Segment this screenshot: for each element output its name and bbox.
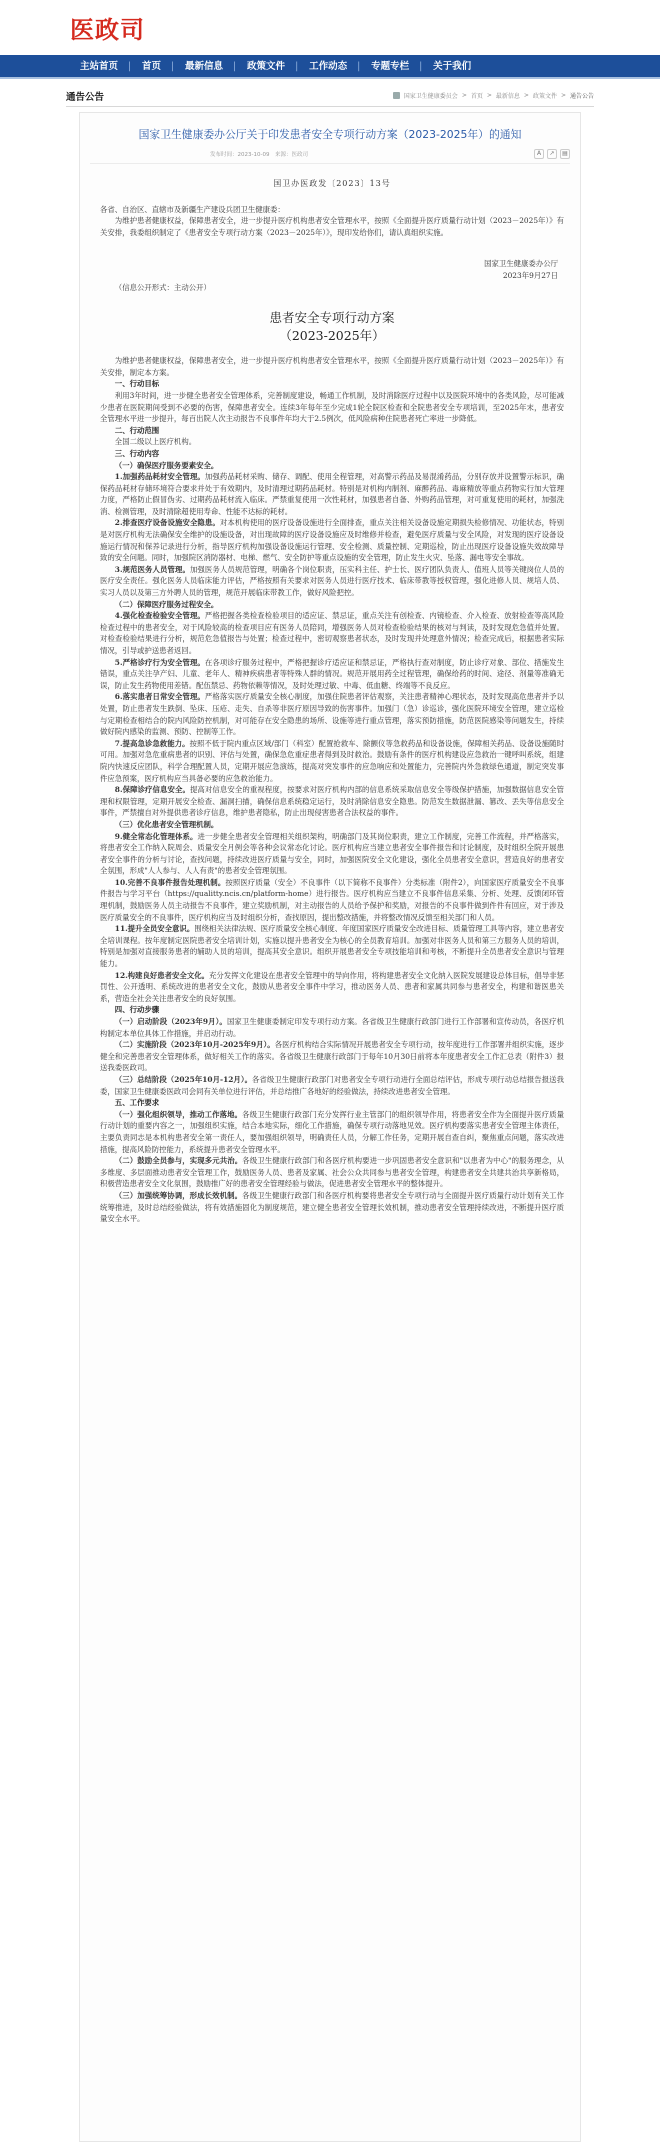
paragraph: 4.强化检查检验安全管理。严格把握各类检查检验项目的适应证、禁忌证，重点关注有创检查、内镜检查、介入检查、放射检查等高风险检查过程中的患者安全，对于风险较高的检查项目应有医务人员陪同，增强医务人员对检查检验结果的核对与判读，及时发现危急值并处置。对检查检验结果进行分析，规范危急值报告与处置；检查过程中，密切观察患者状态，及时发现并处理意外情况；检查完成后，根据患者实际情况，引导或护送患者返回。 (100, 611, 564, 655)
article-card (79, 112, 581, 2142)
article-body (80, 178, 580, 1225)
nav-item-latest[interactable]: | 最新信息 (173, 55, 235, 77)
nav-item-home[interactable]: | 首页 (130, 55, 173, 77)
paragraph: 利用3年时间，进一步健全患者安全管理体系，完善制度建设，畅通工作机制，及时消除医疗过程中以及医院环境中的各类风险，尽可能减少患者在医院期间受到不必要的伤害，保障患者安全。连续3年每年至少完成1轮全院区检查和全院患者安全专项培训，至2025年末，患者安全管理水平进一步提升，每百出院人次主动报告不良事件年均大于2.5例次，低风险病种住院患者死亡率进一步降低。 (100, 390, 564, 424)
home-icon (393, 92, 400, 99)
paragraph: 5.严格诊疗行为安全管理。在各项诊疗服务过程中，严格把握诊疗适应证和禁忌证，严格执行查对制度，防止诊疗对象、部位、措施发生错误，重点关注孕产妇、儿童、老年人、精神疾病患者等特殊人群的情况。规范开展用药全过程管理，确保给药的时间、途径、剂量等准确无误，防止发生药物使用差错。配伍禁忌、药物依赖等情况，及时处理过敏、中毒、低血糖、终端等不良反应。 (100, 657, 564, 690)
font-size-icon[interactable]: A (534, 149, 544, 159)
paragraph: 全国二级以上医疗机构。 (114, 437, 197, 447)
paragraph: 7.提高急诊急救能力。按照不低于院内重点区域/部门（科室）配置抢救车、除颤仪等急救药品和设备设施，保障相关药品、设备设施随时可用。加强对急危重病患者的识别、评估与处置，确保急危重症患者得到及时救治。鼓励有条件的医疗机构建设应急救治一键呼叫系统，组建院内快速反应团队，科学合理配置人员，定期开展应急演练，提高对突发事件的应急响应和处置能力，完善院内外急救绿色通道，制定突发事件应急预案，医疗机构应当具备必要的应急救治能力。 (100, 738, 565, 783)
section-heading: 一、行动目标 (114, 379, 160, 389)
paragraph: （三）加强统筹协调，形成长效机制。各级卫生健康行政部门和各医疗机构要将患者安全专项行动与全面提升医疗质量行动计划有关工作统筹推进，及时总结经验做法，将有效措施固化为制度规范，建立健全患者安全管理长效机制，推动患者安全管理持续改进，不断提升医疗质量安全水平。 (100, 1190, 564, 1224)
share-icon[interactable]: ↗ (547, 149, 557, 159)
paragraph: 3.规范医务人员管理。加强医务人员规范管理，明确各个岗位职责，压实科主任、护士长、医疗团队负责人、值班人员等关键岗位人员的医疗安全责任。强化医务人员临床能力评估，严格按照有关要求对医务人员进行医疗技术、临床带教等授权管理，强化进修人员、规培人员、实习人员以及第三方外聘人员的管理，规范开展临床带教工作，做好风险把控。 (100, 564, 564, 598)
breadcrumb-item[interactable]: 首页 (470, 93, 483, 100)
signature: 国家卫生健康委办公厅 (484, 259, 558, 269)
paragraph: 8.保障诊疗信息安全。提高对信息安全的重视程度，按要求对医疗机构内部的信息系统采取信息安全等级保护措施，加强数据信息安全管理和权限管理，定期开展安全检查、漏洞扫描，确保信息系统稳定运行，及时消除信息安全隐患。防范发生数据泄漏、篡改、丢失等信息安全事件，严禁擅自对外提供患者诊疗信息，维护患者隐私，防止出现侵害患者合法权益的事件。 (100, 785, 564, 818)
paragraph: 12.构建良好患者安全文化。充分发挥文化建设在患者安全管理中的导向作用，将构建患者安全文化纳入医院发展建设总体目标，倡导非惩罚性、公开透明、系统改进的患者安全文化，鼓励从患者安全事件中学习，推动医务人员、患者和家属共同参与患者安全，构建和谐医患关系，营造全社会关注患者安全的良好氛围。 (100, 970, 564, 1003)
breadcrumb-current: 通告公告 (569, 93, 594, 100)
plan-title-main: 患者安全专项行动方案 (269, 310, 395, 326)
main-nav (0, 55, 660, 79)
nav-item-main-home[interactable]: 主站首页 (80, 61, 119, 72)
publish-info: 发布时间：2023-10-09 来源：医政司 (210, 151, 308, 158)
nav-item-topics[interactable]: | 专题专栏 (359, 55, 421, 77)
section-heading: 四、行动步骤 (114, 1005, 160, 1015)
breadcrumb-item[interactable]: 政策文件 (532, 93, 557, 100)
paragraph: （一）强化组织领导，推动工作落地。各级卫生健康行政部门充分发挥行业主管部门的组织领导作用，将患者安全作为全面提升医疗质量行动计划的重要内容之一，加强组织实施，结合本地实际，细化工作措施，确保专项行动落地见效。医疗机构要落实患者安全管理主体责任，主要负责同志是本机构患者安全第一责任人，要加强组织领导，明确责任人员，分解工作任务，定期开展自查自纠，聚焦重点问题，落实改进措施，提高风险防控能力，系统提升患者安全管理水平。 (100, 1109, 564, 1154)
section-heading: 二、行动范围 (114, 425, 160, 435)
breadcrumb-item[interactable]: 国家卫生健康委员会 (403, 93, 458, 100)
breadcrumb: 国家卫生健康委员会 > 首页 > 最新信息 > 政策文件 > 通告公告 (393, 91, 594, 100)
nav-item-policy[interactable]: | 政策文件 (235, 55, 297, 77)
article-tools (534, 149, 570, 159)
nav-item-about[interactable]: | 关于我们 (421, 55, 483, 77)
plan-title (100, 309, 564, 345)
intro-paragraph: 为维护患者健康权益，保障患者安全，进一步提升医疗机构患者安全管理水平，按照《全面提升医疗质量行动计划（2023－2025年）》有关安排，我委组织制定了《患者安全专项行动方案（2023－2025年）》，现印发给你们，请认真组织实施。 (100, 216, 564, 237)
breadcrumb-item[interactable]: 最新信息 (495, 93, 520, 100)
paragraph: 6.落实患者日常安全管理。严格落实医疗质量安全核心制度，加强住院患者评估观察，关注患者精神心理状态，及时发现高危患者并予以处置，防止患者发生跌倒、坠床、压疮、走失、自杀等非医疗原因导致的伤害事件。加强门（急）诊巡诊，强化医院环境安全管理，建立巡检与定期检查相结合的院内风险防控机制，对可能存在安全隐患的场所、设施等进行重点管理，落实预防措施，防范医院感染等问题发生，持续做好院内感染的监测、预防、控制等工作。 (100, 692, 564, 737)
paragraph: （三）总结阶段（2025年10月-12月）。各省级卫生健康行政部门对患者安全专项行动进行全面总结评估，形成专项行动总结报告报送我委，国家卫生健康委医政司会同有关单位进行评估，并总结推广各地好的经验做法，持续改进患者安全管理。 (100, 1074, 564, 1096)
article-meta (90, 150, 570, 164)
breadcrumb-bar (66, 85, 594, 107)
site-logo[interactable]: 医政司 (70, 16, 145, 44)
paragraph: （一）启动阶段（2023年9月）。国家卫生健康委制定印发专项行动方案。各省级卫生健康行政部门进行工作部署和宣传动员，各医疗机构制定本单位具体工作措施，并启动行动。 (100, 1017, 565, 1038)
section-title: 通告公告 (66, 91, 105, 103)
print-icon[interactable]: ▤ (560, 149, 570, 159)
site-header (0, 0, 660, 55)
section-heading: 五、工作要求 (114, 1098, 160, 1108)
paragraph: 10.完善不良事件报告处理机制。按照医疗质量（安全）不良事件（以下简称不良事件）分类标准（附件2），向国家医疗质量安全不良事件报告与学习平台（https://qualitty.ncis.cn/platform-home）进行报告。医疗机构应当建立不良事件信息采集、分析、处理、反馈闭环管理机制，鼓励医务人员主动报告不良事件，建立奖励机制，对主动报告的人员给予保护和奖励，对报告的不良事件做到件件有回应，对于涉及医疗质量安全的不良事件，医疗机构应当及时组织分析，查找原因，提出整改措施，并将整改情况反馈至相关部门和人员。 (100, 877, 565, 922)
sign-date: 2023年9月27日 (502, 270, 558, 280)
plan-intro: 为维护患者健康权益，保障患者安全，进一步提升医疗机构患者安全管理水平，按照《全面提升医疗质量行动计划（2023－2025年）》有关安排，制定本方案。 (100, 356, 564, 377)
disclosure: （信息公开形式：主动公开） (114, 282, 211, 292)
article-title: 国家卫生健康委办公厅关于印发患者安全专项行动方案（2023-2025年）的通知 (138, 128, 522, 141)
paragraph: 11.提升全员安全意识。围绕相关法律法规、医疗质量安全核心制度、年度国家医疗质量安全改进目标、质量管理工具等内容，建立患者安全培训课程。按年度制定医院患者安全培训计划，实施以提升患者安全为核心的全员教育培训。加强对非医务人员和第三方服务人员的培训，特别是加强对直接服务患者的辅助人员的培训，提高其安全意识。组织开展患者安全专项技能培训和考核，不断提升全员患者安全意识与管理能力。 (100, 924, 565, 969)
paragraph: （二）鼓励全员参与，实现多元共治。各级卫生健康行政部门和各医疗机构要进一步巩固患者安全意识和"以患者为中心"的服务理念，从多维度、多层面推动患者安全管理工作，鼓励医务人员、患者及家属、社会公众共同参与患者安全管理，构建患者安全共建共治共享新格局，积极营造患者安全文化氛围，鼓励推广好的患者安全管理经验与做法，促进患者安全管理水平的整体提升。 (100, 1156, 564, 1189)
section-heading: 三、行动内容 (114, 448, 160, 458)
paragraph: （二）实施阶段（2023年10月-2025年9月）。各医疗机构结合实际情况开展患者安全专项行动，按年度进行工作部署并组织实施，逐步健全和完善患者安全管理体系，做好相关工作的落实。各省级卫生健康行政部门于每年10月30日前将本年度患者安全工作汇总表（附件3）报送我委医政司。 (100, 1040, 564, 1073)
paragraph: 9.健全常态化管理体系。进一步健全患者安全管理相关组织架构，明确部门及其岗位职责，建立工作制度，完善工作流程，并严格落实，将患者安全工作纳入院周会、质量安全月例会等各种会议常态化讨论。医疗机构应当建立患者安全事件报告和讨论制度，及时组织全院开展患者安全事件的分析与讨论，查找问题，持续改进医疗质量与安全，同时，加强医院安全文化建设，强化全员患者安全意识，营造良好的患者安全氛围，形成"人人参与、人人有责"的患者安全管理氛围。 (100, 831, 564, 876)
paragraph: 1.加强药品耗材安全管理。加强药品耗材采购、储存、调配、使用全程管理，对高警示药品及易混淆药品，分别存放并设置警示标识，确保药品耗材存储环境符合要求并处于有效期内，及时清理过期药品耗材。特别是对机构内制剂、麻醉药品、毒麻精放等重点药物实行加大管理力度，严格防止假冒伪劣、过期药品耗材流入临床。严禁重复使用一次性耗材，加强患者自备、外购药品管理，对可重复使用的耗材，加强洗消、检测管理，及时清除超使用寿命、性能不达标的耗材。 (100, 472, 564, 516)
paragraph: 2.排查医疗设备设施安全隐患。对本机构使用的医疗设备设施进行全面排查，重点关注相关设备设施定期损失检修情况、功能状态，特别是对医疗机构无法确保安全维护的设施设备，对出现故障的医疗设备设施应及时维修并检查，避免医疗质量与安全风险，对发现的医疗设备设施运行情况和保养记录进行分析，指导医疗机构加强设备设施运行管理、安全检测、质量控制、定期巡检，防止出现医疗设备设施失效故障导致的安全问题。同时，加强院区消防器材、电梯、燃气、安全防护等重点设施的安全管理，防止发生火灾、坠落、漏电等安全事故。 (100, 518, 564, 563)
subsection-heading: （二）保障医疗服务过程安全。 (114, 599, 219, 609)
subsection-heading: （一）确保医疗服务要素安全。 (114, 460, 219, 470)
greeting: 各省、自治区、直辖市及新疆生产建设兵团卫生健康委： (100, 204, 285, 214)
nav-item-work[interactable]: | 工作动态 (297, 55, 359, 77)
plan-title-years: （2023-2025年） (279, 328, 385, 344)
document-number: 国卫办医政发〔2023〕13号 (273, 179, 391, 188)
subsection-heading: （三）优化患者安全管理机制。 (114, 819, 219, 829)
